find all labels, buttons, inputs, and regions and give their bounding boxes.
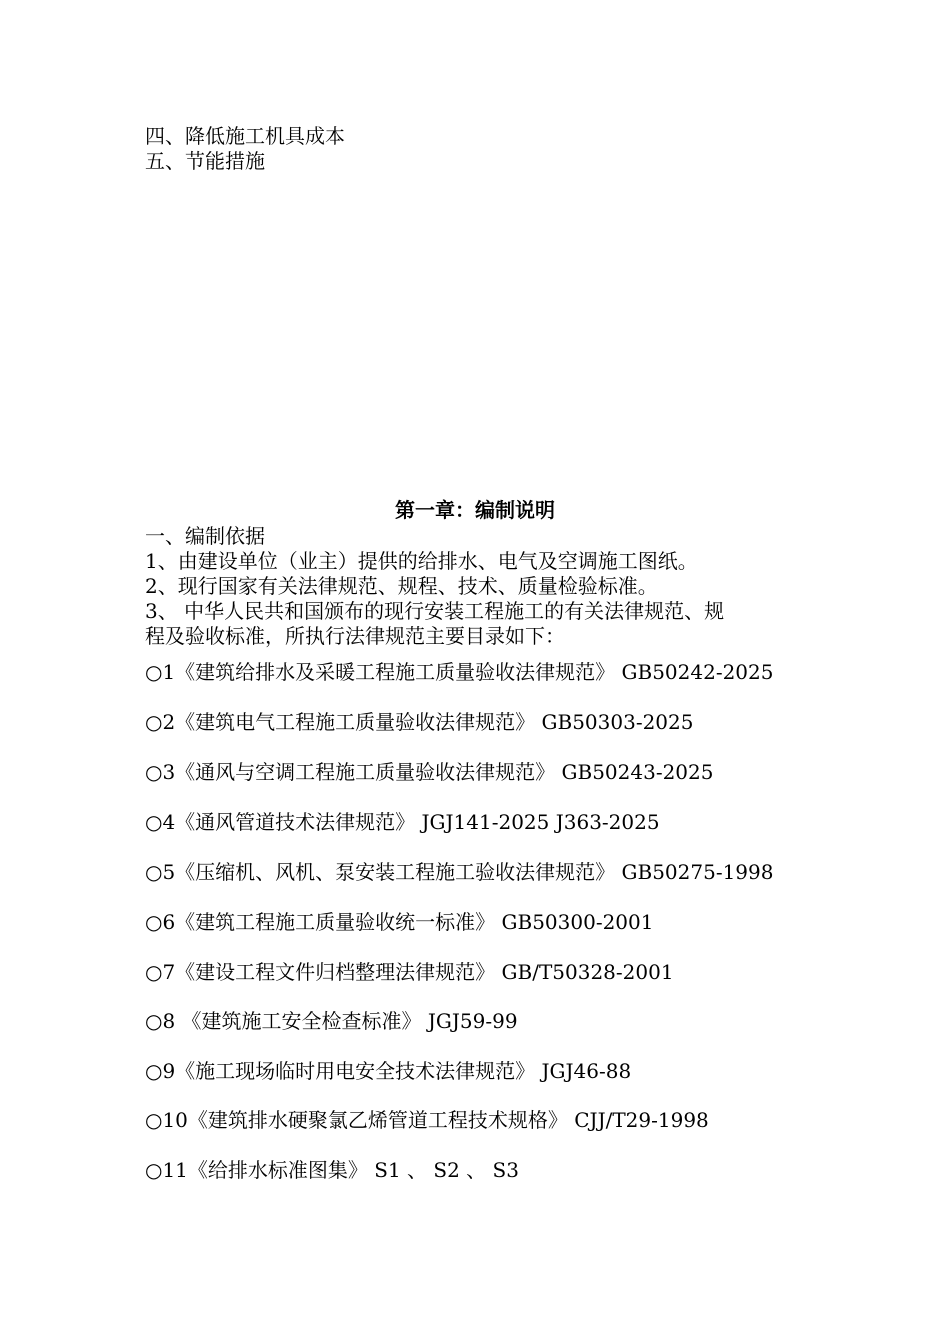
chapter-title: 第一章：编制说明: [395, 498, 555, 522]
standard-item-1: ○1《建筑给排水及采暖工程施工质量验收法律规范》 GB50242-2025: [145, 660, 774, 684]
toc-item-4: 四、降低施工机具成本: [145, 124, 345, 148]
toc-item-5: 五、节能措施: [145, 149, 265, 173]
standard-item-10: ○10《建筑排水硬聚氯乙烯管道工程技术规格》 CJJ/T29-1998: [145, 1108, 709, 1132]
standard-item-3: ○3《通风与空调工程施工质量验收法律规范》 GB50243-2025: [145, 760, 714, 784]
basis-item-3-cont: 程及验收标准，所执行法律规范主要目录如下：: [145, 624, 565, 648]
standard-item-8: ○8 《建筑施工安全检查标准》 JGJ59-99: [145, 1009, 518, 1033]
standard-item-5: ○5《压缩机、风机、泵安装工程施工验收法律规范》 GB50275-1998: [145, 860, 774, 884]
basis-item-2: 2、现行国家有关法律规范、规程、技术、质量检验标准。: [145, 574, 658, 598]
standard-item-4: ○4《通风管道技术法律规范》 JGJ141-2025 J363-2025: [145, 810, 660, 834]
standard-item-6: ○6《建筑工程施工质量验收统一标准》 GB50300-2001: [145, 910, 654, 934]
standard-item-7: ○7《建设工程文件归档整理法律规范》 GB/T50328-2001: [145, 960, 674, 984]
standard-item-2: ○2《建筑电气工程施工质量验收法律规范》 GB50303-2025: [145, 710, 694, 734]
standard-item-9: ○9《施工现场临时用电安全技术法律规范》 JGJ46-88: [145, 1059, 632, 1083]
standard-item-11: ○11《给排水标准图集》 S1 、 S2 、 S3: [145, 1158, 519, 1182]
basis-heading: 一、编制依据: [145, 524, 265, 548]
basis-item-3: 3、 中华人民共和国颁布的现行安装工程施工的有关法律规范、规: [145, 599, 725, 623]
basis-item-1: 1、由建设单位（业主）提供的给排水、电气及空调施工图纸。: [145, 549, 698, 573]
